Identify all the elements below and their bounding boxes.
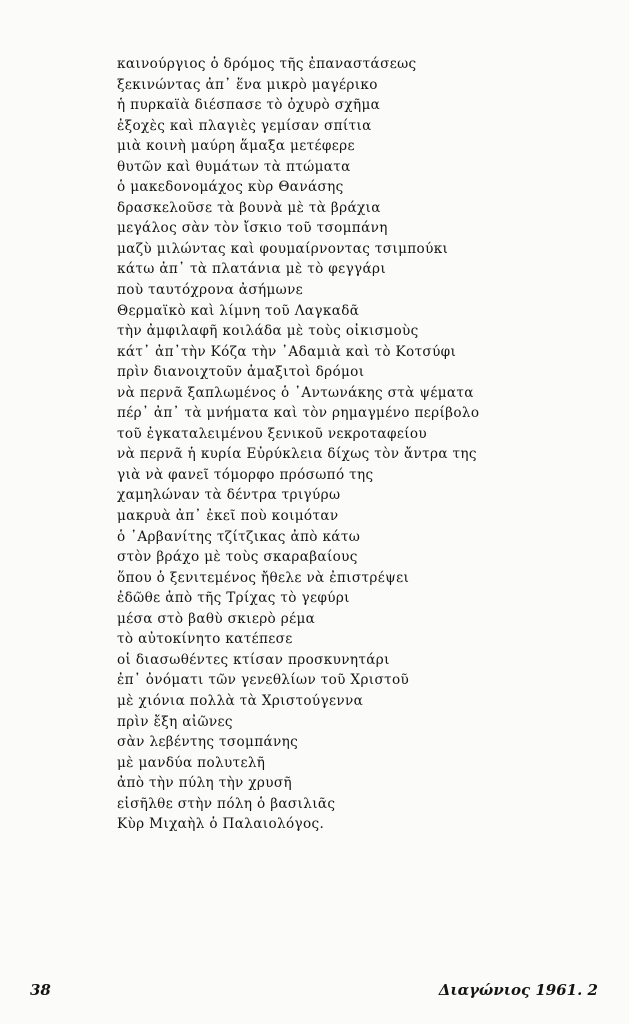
poem-line: ἐδῶθε ἀπὸ τῆς Τρίχας τὸ γεφύρι (117, 590, 350, 607)
poem-line: καινούργιος ὁ δρόμος τῆς ἐπαναστάσεως (117, 56, 417, 72)
poem-line: Κὺρ Μιχαὴλ ὁ Παλαιολόγος. (117, 816, 325, 833)
poem-line: πρὶν διανοιχτοῦν ἁμαξιτοὶ δρόμοι (117, 364, 365, 381)
poem-line: θυτῶν καὶ θυμάτων τὰ πτώματα (117, 158, 351, 175)
poem-line: ἡ πυρκαϊὰ διέσπασε τὸ ὀχυρὸ σχῆμα (117, 97, 381, 114)
poem-line: στὸν βράχο μὲ τοὺς σκαραβαίους (117, 549, 358, 566)
poem-line: μεγάλος σὰν τὸν ἴσκιο τοῦ τσομπάνη (117, 220, 388, 237)
poem-line: ὅπου ὁ ξενιτεμένος ἤθελε νὰ ἐπιστρέψει (117, 569, 410, 586)
poem-line: νὰ περνᾶ ξαπλωμένος ὁ ᾽Αντωνάκης στὰ ψέματα (117, 384, 474, 401)
poem-line: ὁ μακεδονομάχος κὺρ Θανάσης (117, 179, 344, 196)
poem-line: μαζὺ μιλώντας καὶ φουμαίρνοντας τσιμπούκι (117, 240, 449, 257)
poem-line: ἐπ᾽ ὀνόματι τῶν γενεθλίων τοῦ Χριστοῦ (117, 672, 410, 689)
poem-line: κάτ᾽ ἀπ᾽τὴν Κόζα τὴν ᾽Αδαμιὰ καὶ τὸ Κοτσύφι (117, 343, 457, 360)
poem-line: τὴν ἀμφιλαφῆ κοιλάδα μὲ τοὺς οἰκισμοὺς (117, 323, 419, 340)
poem-line: ὁ ᾽Αρβανίτης τζίτζικας ἀπὸ κάτω (117, 528, 361, 545)
poem-line: Θερμαϊκὸ καὶ λίμνη τοῦ Λαγκαδᾶ (117, 302, 360, 319)
poem-line: γιὰ νὰ φανεῖ τόμορφο πρόσωπό της (117, 466, 374, 483)
poem-line: σὰν λεβέντης τσομπάνης (117, 734, 299, 751)
poem-line: εἰσῆλθε στὴν πόλη ὁ βασιλιᾶς (117, 795, 336, 812)
poem-line: ἐξοχὲς καὶ πλαγιὲς γεμίσαν σπίτια (117, 117, 372, 134)
poem-line: δρασκελοῦσε τὰ βουνὰ μὲ τὰ βράχια (117, 199, 381, 216)
poem-line: νὰ περνᾶ ἡ κυρία Εὐρύκλεια δίχως τὸν ἄντρα της (117, 446, 477, 463)
poem-line: τοῦ ἐγκαταλειμένου ξενικοῦ νεκροταφείου (117, 425, 428, 442)
page-number: 38 (30, 981, 51, 999)
poem-line: οἱ διασωθέντες κτίσαν προσκυνητάρι (117, 651, 390, 668)
poem-line: ποὺ ταυτόχρονα ἀσήμωνε (117, 282, 304, 299)
poem-line: ξεκινώντας ἀπ᾽ ἕνα μικρὸ μαγέρικο (117, 76, 378, 93)
poem-line: πρὶν ἔξη αἰῶνες (117, 713, 233, 730)
poem-line: κάτω ἀπ᾽ τὰ πλατάνια μὲ τὸ φεγγάρι (117, 261, 387, 278)
poem-line: μὲ χιόνια πολλὰ τὰ Χριστούγεννα (117, 692, 364, 709)
poem-line: τὸ αὐτοκίνητο κατέπεσε (117, 631, 293, 648)
poem-line: μιὰ κοινὴ μαύρη ἅμαξα μετέφερε (117, 138, 355, 155)
poem-line: χαμηλώναν τὰ δέντρα τριγύρω (117, 487, 341, 504)
poem-line: μέσα στὸ βαθὺ σκιερὸ ρέμα (117, 610, 316, 627)
running-title: Διαγώνιος 1961. 2 (438, 981, 598, 999)
poem-line: ἀπὸ τὴν πύλη τὴν χρυσῆ (117, 775, 293, 792)
poem-text (117, 54, 479, 835)
poem-line: πέρ᾽ ἀπ᾽ τὰ μνήματα καὶ τὸν ρημαγμένο περίβολο (117, 405, 480, 422)
poem-line: μὲ μανδύα πολυτελῆ (117, 754, 266, 771)
poem-line: μακρυὰ ἀπ᾽ ἐκεῖ ποὺ κοιμόταν (117, 508, 339, 525)
